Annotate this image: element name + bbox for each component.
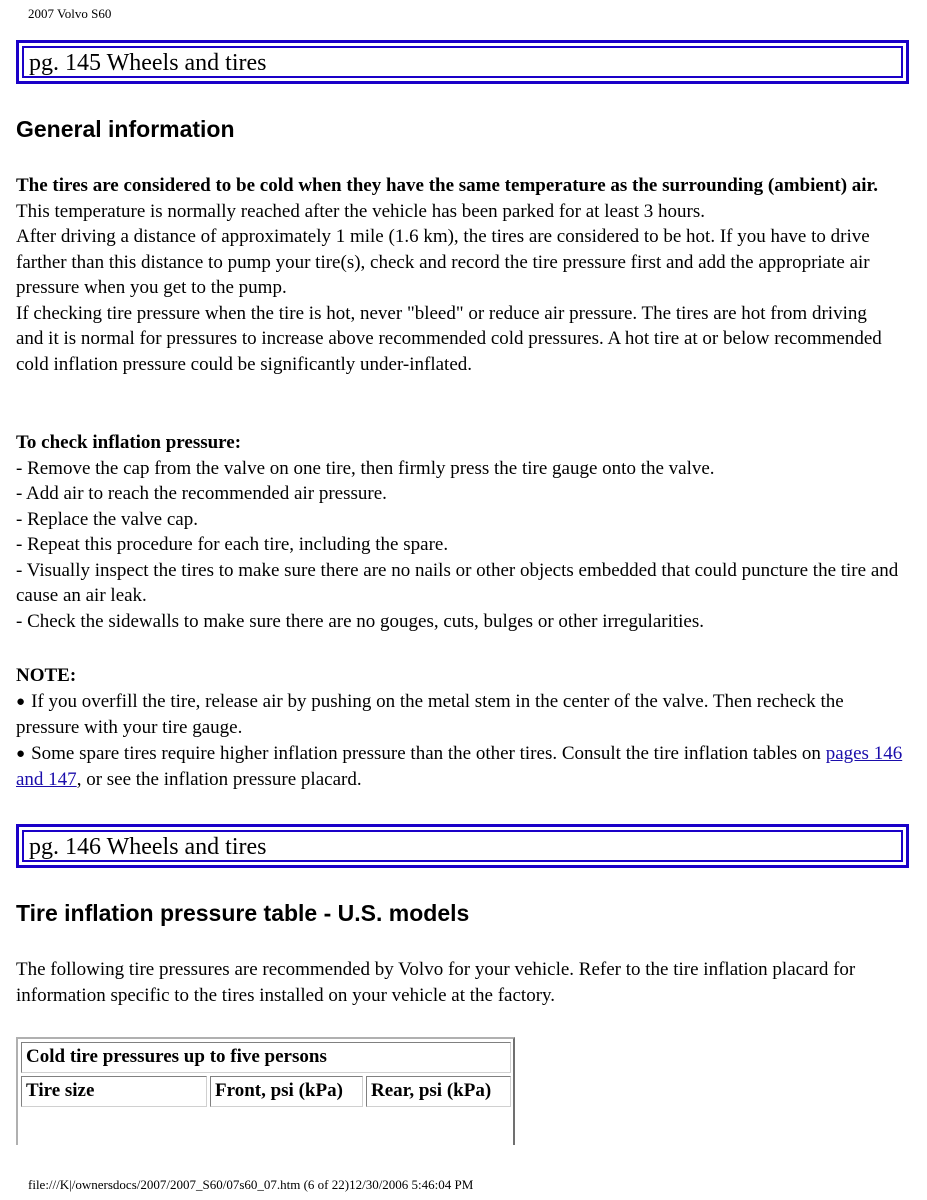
note-overfill-text: If you overfill the tire, release air by pushing on the metal stem in the center of the valve. Then recheck the pressure with your tire gauge. [16,690,844,738]
bullet-icon: ● [16,745,26,762]
column-header-rear: Rear, psi (kPa) [366,1076,511,1107]
page-146-title-box [16,824,909,868]
general-information-heading: General information [16,116,235,142]
note-item-overfill [16,689,906,741]
bullet-icon: ● [16,693,26,710]
page-145-title-box [16,40,909,84]
column-header-front: Front, psi (kPa) [210,1076,363,1107]
pages-146-147-link[interactable]: pages 146 and 147 [16,742,903,790]
step-check-sidewalls: - Check the sidewalls to make sure there are no gouges, cuts, bulges or other irregularities. [16,610,705,632]
paragraph-parked: This temperature is normally reached after the vehicle has been parked for at least 3 hours. [16,200,705,222]
document-header: 2007 Volvo S60 [28,6,112,21]
step-inspect: - Visually inspect the tires to make sure there are no nails or other objects embedded that could puncture the tire and cause an air leak. [16,559,899,606]
page-145-title: pg. 145 Wheels and tires [22,46,903,78]
step-add-air: - Add air to reach the recommended air pressure. [16,483,387,504]
note-section [16,663,906,793]
check-inflation-section [16,430,916,634]
cold-tire-pressure-table [16,1037,515,1145]
inflation-table-intro-text: The following tire pressures are recommended by Volvo for your vehicle. Refer to the tire inflation placard for information specific to the tires installed on your vehicle at the factory. [16,959,856,1006]
document-footer: file:///K|/ownersdocs/2007/2007_S60/07s60_07.htm (6 of 22)12/30/2006 5:46:04 PM [28,1177,474,1192]
page-146-title: pg. 146 Wheels and tires [22,830,903,862]
inflation-table-intro [16,957,886,1008]
step-replace-cap: - Replace the valve cap. [16,508,198,530]
step-remove-cap: - Remove the cap from the valve on one tire, then firmly press the tire gauge onto the valve. [16,457,715,479]
check-inflation-heading: To check inflation pressure: [16,432,242,453]
cold-tire-definition: The tires are considered to be cold when they have the same temperature as the surrounding (ambient) air. [16,175,878,196]
general-information-body [16,173,896,377]
note-item-spare [16,741,906,793]
column-header-tire-size: Tire size [21,1076,207,1107]
paragraph-hot-tire: If checking tire pressure when the tire is hot, never "bleed" or reduce air pressure. The tires are hot from driving and it is normal for pressures to increase above recommended cold pressures. A hot tire at or below recommended cold inflation pressure could be significantly under-inflated. [16,302,882,375]
note-spare-text-end: , or see the inflation pressure placard. [76,769,362,790]
inflation-table-heading: Tire inflation pressure table - U.S. models [16,900,470,926]
note-spare-text: Some spare tires require higher inflation pressure than the other tires. Consult the tire inflation tables on [31,742,826,764]
note-heading: NOTE: [16,665,77,686]
step-repeat: - Repeat this procedure for each tire, including the spare. [16,534,449,555]
paragraph-driving-distance: After driving a distance of approximately 1 mile (1.6 km), the tires are considered to be hot. If you have to drive farther than this distance to pump your tire(s), check and record the tire pressure first and add the appropriate air pressure when you get to the pump. [16,226,870,298]
table-caption: Cold tire pressures up to five persons [21,1042,511,1073]
